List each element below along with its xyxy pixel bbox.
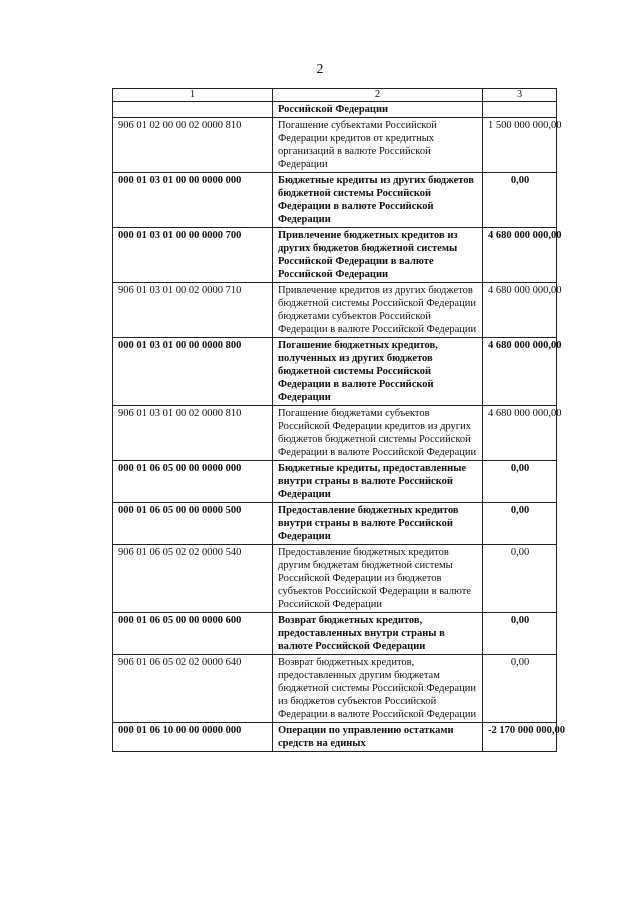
row-amount-cell: 0,00 [483,173,557,228]
row-description-cell: Возврат бюджетных кредитов, предоставленных другим бюджетам бюджетной системы Российской Федерации из бюджетов субъектов Российской Федерации в валюте Российской Федерации [273,655,483,723]
row-description-cell: Погашение бюджетных кредитов, полученных из других бюджетов бюджетной системы Российской Федерации в валюте Российской Федерации [273,338,483,406]
table-row [113,406,557,461]
row-code-cell: 906 01 03 01 00 02 0000 710 [113,283,273,338]
row-description-cell: Возврат бюджетных кредитов, предоставленных внутри страны в валюте Российской Федерации [273,613,483,655]
row-amount-cell [483,102,557,118]
row-code-cell [113,102,273,118]
row-description-cell: Погашение бюджетами субъектов Российской Федерации кредитов из других бюджетов бюджетной системы Российской Федерации в валюте Российской Федерации [273,406,483,461]
table-row [113,545,557,613]
row-amount-cell: 0,00 [483,655,557,723]
row-description-cell: Предоставление бюджетных кредитов внутри страны в валюте Российской Федерации [273,503,483,545]
row-amount-cell: 1 500 000 000,00 [483,118,557,173]
row-description-cell: Бюджетные кредиты, предоставленные внутри страны в валюте Российской Федерации [273,461,483,503]
row-description-cell: Операции по управлению остатками средств на единых [273,723,483,752]
column-header-amount: 3 [483,89,557,102]
row-code-cell: 000 01 03 01 00 00 0000 800 [113,338,273,406]
table-row [113,283,557,338]
table-row [113,503,557,545]
row-code-cell: 906 01 06 05 02 02 0000 540 [113,545,273,613]
row-amount-cell: -2 170 000 000,00 [483,723,557,752]
page-number: 2 [316,62,324,77]
column-header-code: 1 [113,89,273,102]
row-code-cell: 000 01 06 05 00 00 0000 000 [113,461,273,503]
row-code-cell: 000 01 06 10 00 00 0000 000 [113,723,273,752]
row-amount-cell: 4 680 000 000,00 [483,283,557,338]
row-amount-cell: 4 680 000 000,00 [483,338,557,406]
table-row [113,723,557,752]
row-code-cell: 000 01 03 01 00 00 0000 000 [113,173,273,228]
row-description-cell: Бюджетные кредиты из других бюджетов бюджетной системы Российской Федерации в валюте Российской Федерации [273,173,483,228]
table-row [113,118,557,173]
row-amount-cell: 0,00 [483,613,557,655]
table-row [113,338,557,406]
row-description-cell: Российской Федерации [273,102,483,118]
row-amount-cell: 4 680 000 000,00 [483,228,557,283]
column-header-description: 2 [273,89,483,102]
row-description-cell: Предоставление бюджетных кредитов другим бюджетам бюджетной системы Российской Федерации из бюджетов субъектов Российской Федерации в валюте Российской Федерации [273,545,483,613]
row-code-cell: 000 01 03 01 00 00 0000 700 [113,228,273,283]
table-row [113,228,557,283]
row-amount-cell: 0,00 [483,545,557,613]
table-row [113,613,557,655]
budget-sources-table [112,88,565,752]
row-description-cell: Погашение субъектами Российской Федерации кредитов от кредитных организаций в валюте Российской Федерации [273,118,483,173]
table-row [113,173,557,228]
table-body [113,102,565,752]
row-description-cell: Привлечение кредитов из других бюджетов бюджетной системы Российской Федерации бюджетами субъектов Российской Федерации в валюте Российской Федерации [273,283,483,338]
row-code-cell: 906 01 06 05 02 02 0000 640 [113,655,273,723]
row-amount-cell: 4 680 000 000,00 [483,406,557,461]
row-amount-cell: 0,00 [483,503,557,545]
table-row [113,102,557,118]
row-code-cell: 906 01 03 01 00 02 0000 810 [113,406,273,461]
row-code-cell: 000 01 06 05 00 00 0000 500 [113,503,273,545]
row-code-cell: 000 01 06 05 00 00 0000 600 [113,613,273,655]
table-row [113,461,557,503]
table-row [113,655,557,723]
table-header-row [113,89,557,102]
row-code-cell: 906 01 02 00 00 02 0000 810 [113,118,273,173]
row-description-cell: Привлечение бюджетных кредитов из других бюджетов бюджетной системы Российской Федерации в валюте Российской Федерации [273,228,483,283]
row-amount-cell: 0,00 [483,461,557,503]
